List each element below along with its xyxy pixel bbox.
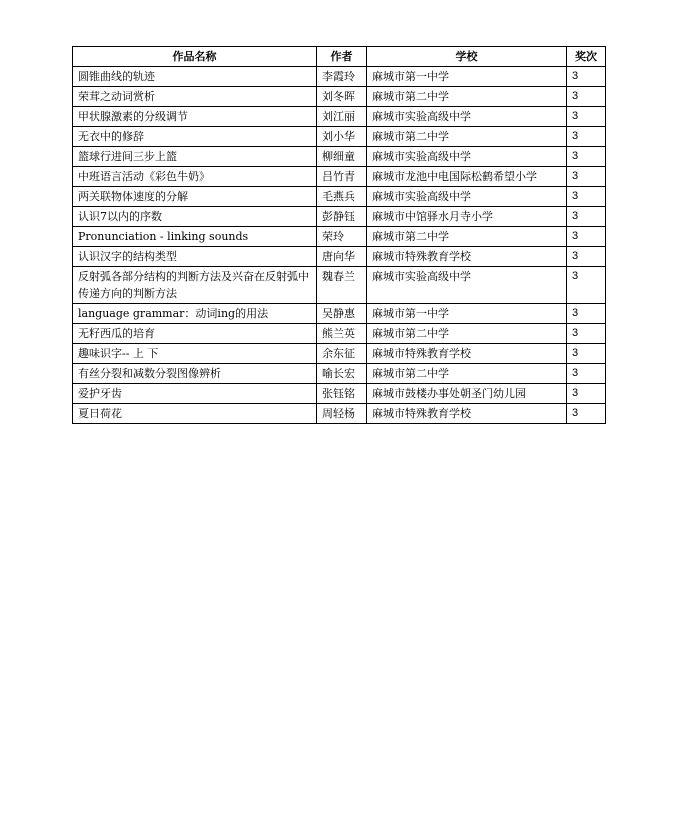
cell-award: 3 [567,127,606,147]
header-title: 作品名称 [73,47,317,67]
cell-school: 麻城市第一中学 [367,304,567,324]
cell-title: 无衣中的修辞 [73,127,317,147]
cell-award: 3 [567,167,606,187]
cell-award: 3 [567,324,606,344]
cell-school: 麻城市特殊教育学校 [367,344,567,364]
table-row [73,227,606,247]
cell-author: 毛燕兵 [317,187,367,207]
table-row [73,187,606,207]
cell-title: language grammar：动词ing的用法 [73,304,317,324]
cell-school: 麻城市第一中学 [367,67,567,87]
cell-award: 3 [567,344,606,364]
header-school: 学校 [367,47,567,67]
cell-title: 夏日荷花 [73,404,317,424]
cell-author: 吴静惠 [317,304,367,324]
table-row [73,127,606,147]
table-body [73,67,606,424]
table-row [73,87,606,107]
table-row [73,167,606,187]
table-row [73,364,606,384]
header-award: 奖次 [567,47,606,67]
cell-title: 荣茸之动词赏析 [73,87,317,107]
cell-award: 3 [567,304,606,324]
table-row [73,304,606,324]
cell-author: 余东征 [317,344,367,364]
cell-school: 麻城市实验高级中学 [367,267,567,304]
cell-title: 中班语言活动《彩色牛奶》 [73,167,317,187]
cell-school: 麻城市第二中学 [367,324,567,344]
cell-title: 两关联物体速度的分解 [73,187,317,207]
cell-award: 3 [567,404,606,424]
table-row [73,404,606,424]
table-row [73,324,606,344]
header-author: 作者 [317,47,367,67]
cell-title: Pronunciation - linking sounds [73,227,317,247]
cell-school: 麻城市实验高级中学 [367,147,567,167]
table-row [73,147,606,167]
cell-school: 麻城市特殊教育学校 [367,247,567,267]
cell-award: 3 [567,267,606,304]
cell-author: 周轻杨 [317,404,367,424]
cell-title: 无籽西瓜的培育 [73,324,317,344]
cell-title: 圆锥曲线的轨迹 [73,67,317,87]
table-row [73,267,606,304]
awards-table [72,46,606,424]
cell-title: 爱护牙齿 [73,384,317,404]
cell-author: 刘冬晖 [317,87,367,107]
cell-award: 3 [567,107,606,127]
cell-award: 3 [567,247,606,267]
cell-author: 熊兰英 [317,324,367,344]
table-row [73,344,606,364]
cell-school: 麻城市中馆驿水月寺小学 [367,207,567,227]
cell-author: 彭静钰 [317,207,367,227]
cell-author: 荣玲 [317,227,367,247]
header-row [73,47,606,67]
cell-award: 3 [567,67,606,87]
cell-author: 吕竹青 [317,167,367,187]
cell-school: 麻城市实验高级中学 [367,187,567,207]
cell-author: 刘江丽 [317,107,367,127]
table-row [73,384,606,404]
cell-school: 麻城市第二中学 [367,87,567,107]
cell-title: 认识7以内的序数 [73,207,317,227]
cell-school: 麻城市第二中学 [367,127,567,147]
cell-author: 喻长宏 [317,364,367,384]
cell-award: 3 [567,147,606,167]
cell-author: 李霞玲 [317,67,367,87]
cell-school: 麻城市实验高级中学 [367,107,567,127]
cell-school: 麻城市特殊教育学校 [367,404,567,424]
cell-author: 魏春兰 [317,267,367,304]
cell-title: 有丝分裂和减数分裂图像辨析 [73,364,317,384]
cell-title: 甲状腺激素的分级调节 [73,107,317,127]
table-row [73,207,606,227]
cell-award: 3 [567,87,606,107]
cell-title: 认识汉字的结构类型 [73,247,317,267]
cell-title: 反射弧各部分结构的判断方法及兴奋在反射弧中传递方向的判断方法 [73,267,317,304]
cell-author: 柳细童 [317,147,367,167]
cell-author: 刘小华 [317,127,367,147]
cell-award: 3 [567,384,606,404]
cell-author: 唐向华 [317,247,367,267]
cell-school: 麻城市第二中学 [367,227,567,247]
cell-award: 3 [567,364,606,384]
cell-author: 张钰铭 [317,384,367,404]
cell-title: 趣味识字-- 上 下 [73,344,317,364]
table-row [73,107,606,127]
table-row [73,67,606,87]
cell-school: 麻城市第二中学 [367,364,567,384]
cell-award: 3 [567,187,606,207]
cell-school: 麻城市龙池中电国际松鹤希望小学 [367,167,567,187]
cell-award: 3 [567,207,606,227]
cell-school: 麻城市鼓楼办事处朝圣门幼儿园 [367,384,567,404]
table-row [73,247,606,267]
cell-award: 3 [567,227,606,247]
cell-title: 篮球行进间三步上篮 [73,147,317,167]
